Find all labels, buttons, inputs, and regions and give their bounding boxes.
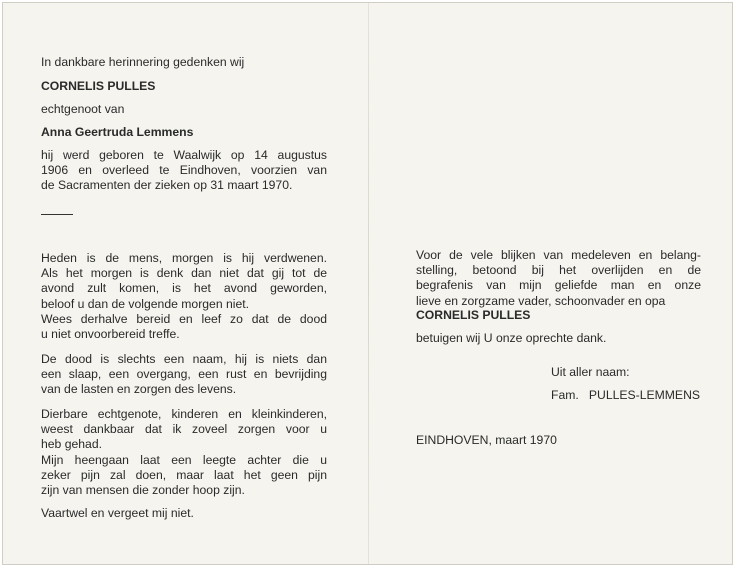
thanks-name: CORNELIS PULLES	[416, 308, 531, 322]
bio-line: hij werd geboren te Waalwijk op 14 augustus	[41, 148, 327, 162]
intro-line: In dankbare herinnering gedenken wij	[41, 55, 245, 69]
poem-line: Dierbare echtgenote, kinderen en kleinkinderen,	[41, 407, 327, 421]
intro-text	[41, 55, 244, 69]
deceased-name: CORNELIS PULLES	[41, 79, 156, 93]
poem-line: van de lasten en zorgen des levens.	[41, 382, 237, 397]
farewell-line: Vaartwel en vergeet mij niet.	[41, 506, 194, 520]
poem-line: een slaap, een overgang, een rust en bevrijding	[41, 367, 327, 382]
poem-line: zeker pijn zal doen, maar laat het geen pijn	[41, 467, 327, 482]
poem-stanza-2	[41, 352, 327, 398]
thanks-paragraph	[416, 248, 701, 309]
poem-line: weest dankbaar dat ik zoveel zorgen voor u	[41, 422, 327, 437]
separator-rule	[41, 214, 73, 215]
thanks-line: stelling, betoond bij het overlijden en de	[416, 263, 701, 278]
card-fold	[368, 3, 369, 564]
spouse-name: Anna Geertruda Lemmens	[41, 125, 194, 139]
poem-line: beloof u dan de volgende morgen niet.	[41, 296, 250, 311]
memorial-card	[2, 2, 733, 565]
poem-line: Wees derhalve bereid en leef zo dat de dood	[41, 311, 327, 326]
place-date: EINDHOVEN, maart 1970	[416, 433, 557, 447]
thanks-line: lieve en zorgzame vader, schoonvader en opa	[416, 293, 666, 308]
poem-line: u niet onvoorbereid treffe.	[41, 327, 180, 342]
poem-line: zijn van mensen die zonder hoop zijn.	[41, 483, 245, 498]
poem-line: Mijn heengaan laat een leegte achter die u	[41, 452, 327, 467]
spouse-label: echtgenoot van	[41, 102, 125, 116]
signoff-label: Uit aller naam:	[551, 365, 630, 379]
poem-line: heb gehad.	[41, 437, 102, 452]
bio-paragraph	[41, 148, 327, 194]
poem-line: Heden is de mens, morgen is hij verdwenen.	[41, 251, 327, 265]
thanks-closing: betuigen wij U onze oprechte dank.	[416, 331, 607, 345]
poem-stanza-3	[41, 407, 327, 498]
poem-line: De dood is slechts een naam, hij is niets dan	[41, 352, 327, 366]
family-signature: Fam. PULLES-LEMMENS	[551, 388, 700, 402]
bio-line: de Sacramenten der zieken op 31 maart 1970.	[41, 178, 293, 193]
poem-stanza-1	[41, 251, 327, 342]
thanks-line: begrafenis van mijn geliefde man en onze	[416, 278, 701, 293]
thanks-line: Voor de vele blijken van medeleven en belang-	[416, 248, 701, 262]
bio-line: 1906 en overleed te Eindhoven, voorzien van	[41, 163, 327, 178]
poem-line: avond zult komen, is het avond geworden,	[41, 281, 327, 296]
poem-line: Als het morgen is denk dan niet dat gij tot de	[41, 266, 327, 281]
